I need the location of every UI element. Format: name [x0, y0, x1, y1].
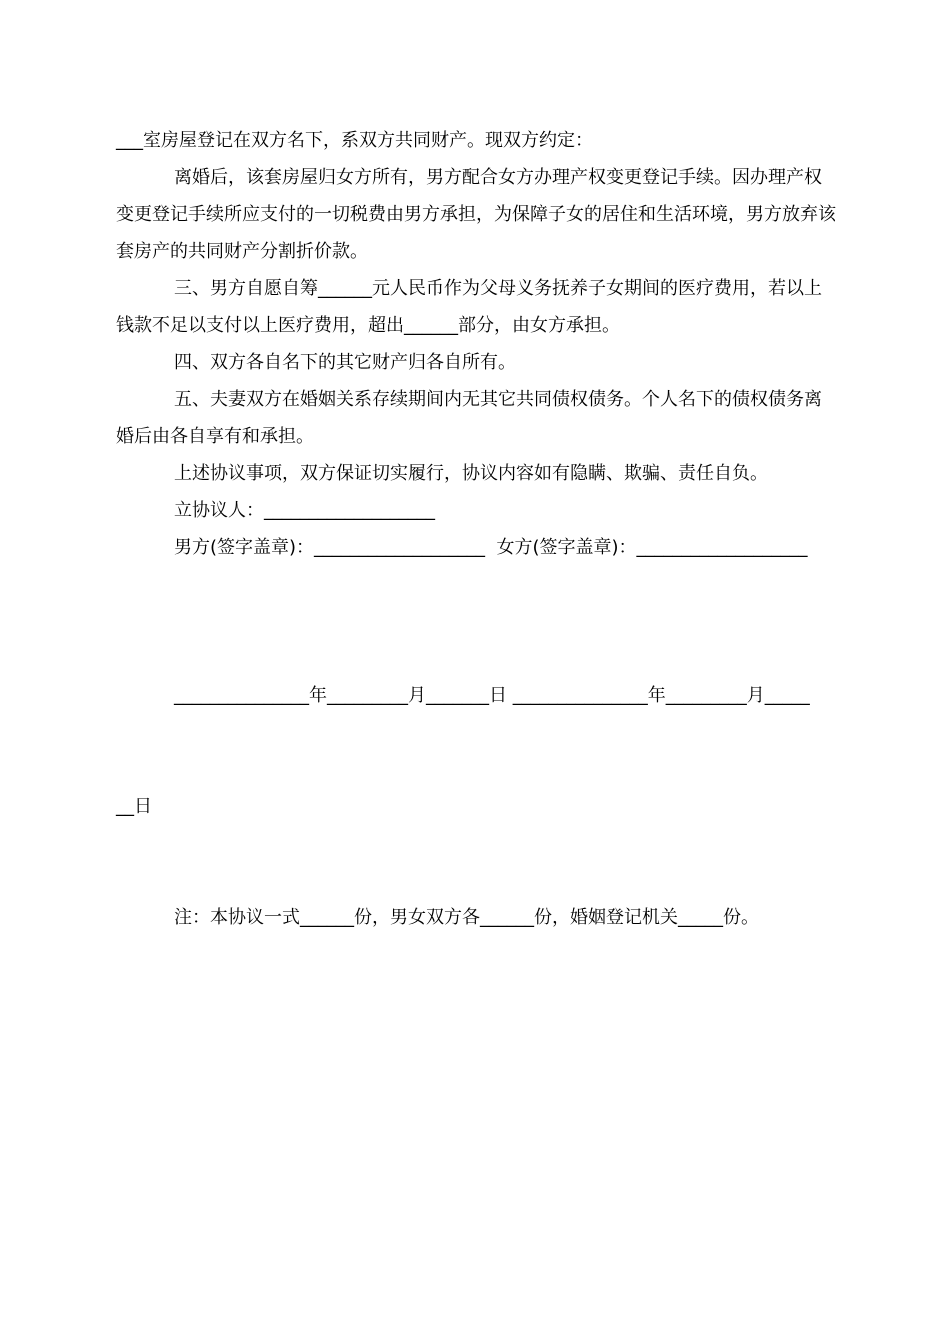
paragraph-guarantee: 上述协议事项，双方保证切实履行，协议内容如有隐瞒、欺骗、责任自负。	[174, 463, 768, 484]
paragraph-debts: 五、夫妻双方在婚姻关系存续期间内无其它共同债权债务。个人名下的债权债务离婚后由各自享有和承担。	[116, 389, 822, 447]
signature-date-line: _______________年_________月_______日 _______________年_________月_____	[174, 685, 810, 706]
signature-parties-line: 立协议人：___________________	[174, 500, 435, 521]
signature-date-line-end: __日	[116, 796, 152, 817]
copies-note: 注：本协议一式______份，男女双方各______份，婚姻登记机关_____份。	[174, 907, 759, 928]
paragraph-other-property: 四、双方各自名下的其它财产归各自所有。	[174, 352, 516, 373]
paragraph-medical-expenses: 三、男方自愿自筹______元人民币作为父母义务抚养子女期间的医疗费用，若以上钱款不足以支付以上医疗费用，超出______部分，由女方承担。	[116, 278, 822, 336]
signature-signers-line: 男方(签字盖章)：___________________ 女方(签字盖章)：___________________	[174, 537, 808, 558]
signature-date-block	[116, 603, 836, 899]
paragraph-house-registration: ___室房屋登记在双方名下，系双方共同财产。现双方约定：	[116, 130, 593, 151]
document-page	[116, 122, 836, 936]
paragraph-house-ownership: 离婚后，该套房屋归女方所有，男方配合女方办理产权变更登记手续。因办理产权变更登记手续所应支付的一切税费由男方承担，为保障子女的居住和生活环境，男方放弃该套房产的共同财产分割折价款。	[116, 167, 836, 262]
blank-spacer	[116, 566, 836, 603]
